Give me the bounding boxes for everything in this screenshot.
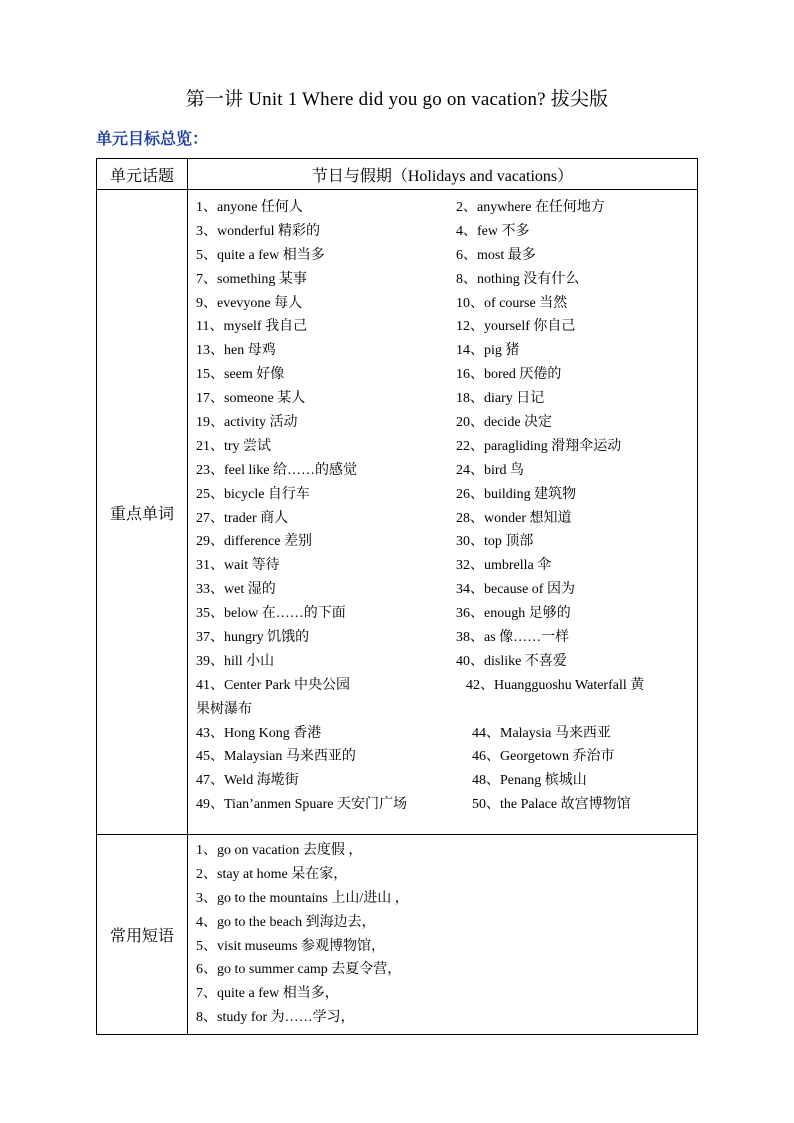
unit-overview-table [96, 158, 698, 1035]
vocab-item: 32、umbrella 伞 [456, 558, 552, 574]
topic-label: 单元话题 [97, 159, 188, 190]
vocab-item: 12、yourself 你自己 [456, 319, 576, 335]
vocab-line [188, 363, 697, 387]
vocab-line [188, 220, 697, 244]
vocab-item: 9、evevyone 每人 [196, 295, 303, 311]
vocab-item: 17、someone 某人 [196, 391, 306, 407]
vocab-item: 10、of course 当然 [456, 295, 568, 311]
vocab-line [188, 507, 697, 531]
vocab-line [188, 626, 697, 650]
vocab-item: 34、because of 因为 [456, 582, 575, 598]
vocab-item: 21、try 尝试 [196, 438, 272, 454]
vocab-item: 14、pig 猪 [456, 343, 520, 359]
vocab-line [188, 339, 697, 363]
vocab-line [188, 387, 697, 411]
vocab-item: 1、anyone 任何人 [196, 200, 303, 215]
vocab-item: 35、below 在……的下面 [196, 606, 346, 622]
phrase-item: 1、go on vacation 去度假 ， [196, 843, 363, 858]
topic-value: 节日与假期（Holidays and vacations） [188, 159, 698, 190]
vocab-line [188, 674, 697, 722]
vocab-line [188, 793, 697, 817]
vocab-item: 26、building 建筑物 [456, 486, 577, 502]
vocab-item: 2、anywhere 在任何地方 [456, 200, 605, 215]
vocab-item: 50、the Palace 故宫博物馆 [472, 797, 631, 813]
vocab-item: 44、Malaysia 马来西亚 [472, 725, 611, 741]
vocab-item: 42、Huangguoshu Waterfall 黄 [466, 677, 645, 693]
vocab-item: 48、Penang 槟城山 [472, 773, 587, 789]
vocab-line [188, 459, 697, 483]
phrase-item: 3、go to the mountains 上山/进山 ， [196, 890, 409, 906]
vocab-item: 23、feel like 给……的感觉 [196, 462, 357, 478]
vocab-item: 38、as 像……一样 [456, 630, 570, 646]
vocab-item: 15、seem 好像 [196, 367, 285, 383]
vocab-item: 11、myself 我自己 [196, 319, 308, 335]
vocab-item: 16、bored 厌倦的 [456, 367, 562, 383]
vocab-line [188, 722, 697, 746]
vocab-item: 39、hill 小山 [196, 653, 275, 669]
vocab-item: 8、nothing 没有什么 [456, 271, 580, 287]
topic-row [97, 159, 698, 190]
phrase-item: 7、quite a few 相当多， [196, 986, 339, 1002]
vocab-item: 46、Georgetown 乔治市 [472, 749, 615, 765]
vocab-line [188, 292, 697, 316]
vocab-item: 25、bicycle 自行车 [196, 486, 310, 502]
vocab-item: 7、something 某事 [196, 271, 307, 287]
vocab-item: 49、Tian’anmen Spuare 天安门广场 [196, 797, 408, 813]
vocab-line [188, 602, 697, 626]
vocab-item: 24、bird 鸟 [456, 462, 525, 478]
vocab-item: 41、Center Park 中央公园 [196, 677, 350, 693]
vocab-cell [188, 190, 698, 835]
vocab-line [188, 435, 697, 459]
vocab-item: 29、difference 差别 [196, 534, 312, 550]
phrase-list [188, 835, 697, 1034]
vocab-row [97, 190, 698, 835]
vocab-item: 4、few 不多 [456, 223, 530, 239]
vocab-item: 27、trader 商人 [196, 510, 289, 526]
phrase-item: 5、visit museums 参观博物馆， [196, 938, 386, 954]
section-heading: 单元目标总览： [96, 131, 209, 148]
vocab-item: 5、quite a few 相当多 [196, 247, 325, 263]
vocab-line [188, 745, 697, 769]
vocab-item: 28、wonder 想知道 [456, 510, 572, 526]
vocab-item-continuation: 果树瀑布 [196, 701, 252, 717]
vocab-line [188, 268, 697, 292]
vocab-item: 47、Weld 海墘街 [196, 773, 299, 789]
vocab-line [188, 244, 697, 268]
vocab-item: 20、decide 决定 [456, 415, 553, 431]
vocab-line-first [188, 674, 697, 698]
vocab-item: 6、most 最多 [456, 247, 536, 263]
vocab-grid [188, 190, 697, 834]
vocab-line [188, 769, 697, 793]
vocab-line [188, 650, 697, 674]
vocab-item: 45、Malaysian 马来西亚的 [196, 749, 356, 765]
vocab-label: 重点单词 [97, 190, 188, 835]
vocab-line [188, 483, 697, 507]
phrase-item: 4、go to the beach 到海边去， [196, 914, 376, 930]
page-title: 第一讲 Unit 1 Where did you go on vacation? 拔尖版 [185, 89, 609, 110]
vocab-item: 30、top 顶部 [456, 534, 534, 550]
phrase-label: 常用短语 [97, 835, 188, 1035]
phrase-item: 6、go to summer camp 去夏令营， [196, 962, 402, 978]
vocab-line [188, 196, 697, 220]
vocab-item: 40、dislike 不喜爱 [456, 653, 567, 669]
vocab-line [188, 530, 697, 554]
phrase-item: 8、study for 为……学习， [196, 1010, 355, 1026]
vocab-item: 37、hungry 饥饿的 [196, 630, 310, 646]
vocab-line [188, 315, 697, 339]
vocab-line [188, 554, 697, 578]
phrase-cell [188, 835, 698, 1035]
vocab-item: 18、diary 日记 [456, 391, 545, 407]
phrase-row [97, 835, 698, 1035]
vocab-line [188, 578, 697, 602]
vocab-item: 36、enough 足够的 [456, 606, 571, 622]
vocab-item: 31、wait 等待 [196, 558, 280, 574]
phrase-item: 2、stay at home 呆在家， [196, 866, 348, 882]
vocab-item: 33、wet 湿的 [196, 582, 276, 598]
vocab-item: 13、hen 母鸡 [196, 343, 276, 359]
vocab-item: 22、paragliding 滑翔伞运动 [456, 438, 622, 454]
vocab-item: 3、wonderful 精彩的 [196, 223, 321, 239]
vocab-line [188, 411, 697, 435]
vocab-item: 43、Hong Kong 香港 [196, 725, 322, 741]
vocab-item: 19、activity 活动 [196, 415, 298, 431]
